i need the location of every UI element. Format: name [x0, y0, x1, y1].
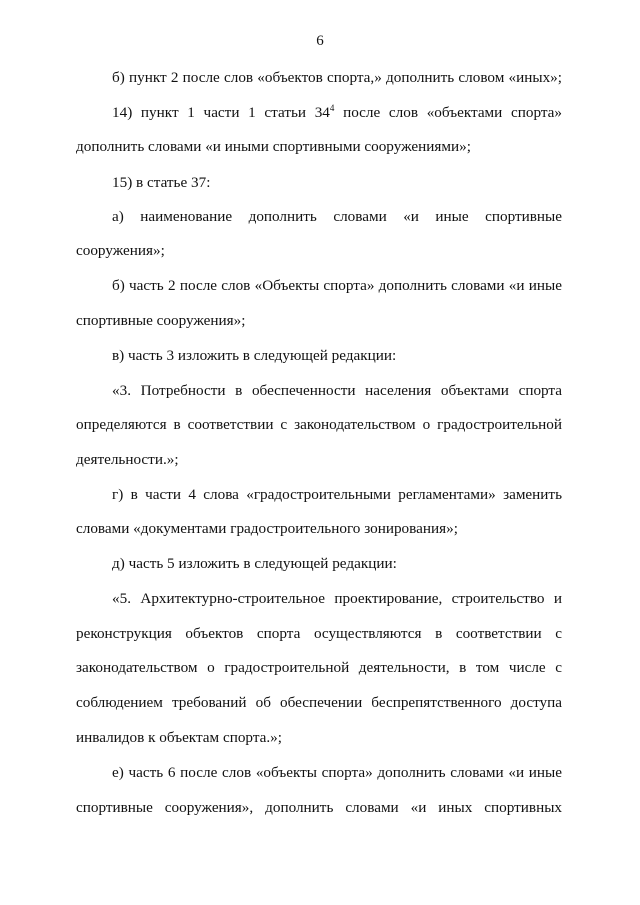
text-line: деятельности.»; — [76, 451, 179, 468]
text-fragment: 14) пункт 1 части 1 статьи 34 — [112, 104, 330, 121]
text-line: определяются в соответствии с законодательством о градостроительной — [76, 416, 562, 433]
text-line: б) часть 2 после слов «Объекты спорта» дополнить словами «и иные — [112, 277, 562, 294]
text-line: сооружения»; — [76, 242, 165, 259]
text-line: спортивные сооружения»; — [76, 312, 246, 329]
text-line: «5. Архитектурно-строительное проектирование, строительство и — [112, 590, 562, 607]
text-line: е) часть 6 после слов «объекты спорта» дополнить словами «и иные — [112, 764, 562, 781]
text-line: спортивные сооружения», дополнить словами «и иных спортивных — [76, 799, 562, 816]
text-line: словами «документами градостроительного зонирования»; — [76, 520, 458, 537]
text-fragment: после слов «объектами спорта» — [334, 104, 562, 121]
text-line: а) наименование дополнить словами «и иные спортивные — [112, 208, 562, 225]
page-number: 6 — [316, 33, 324, 49]
text-line: дополнить словами «и иными спортивными сооружениями»; — [76, 138, 471, 155]
superscript: 4 — [329, 103, 335, 113]
text-line: г) в части 4 слова «градостроительными регламентами» заменить — [112, 486, 562, 503]
text-line: законодательством о градостроительной деятельности, в том числе с — [76, 659, 562, 676]
text-line: «3. Потребности в обеспеченности населения объектами спорта — [112, 382, 562, 399]
text-line: 15) в статье 37: — [112, 174, 211, 191]
text-line: реконструкция объектов спорта осуществляются в соответствии с — [76, 625, 562, 642]
text-line: соблюдением требований об обеспечении беспрепятственного доступа — [76, 694, 562, 711]
text-line: б) пункт 2 после слов «объектов спорта,» дополнить словом «иных»; — [112, 69, 562, 86]
text-line — [112, 104, 562, 122]
text-line: инвалидов к объектам спорта.»; — [76, 729, 282, 746]
text-line: д) часть 5 изложить в следующей редакции: — [112, 555, 397, 572]
text-line: в) часть 3 изложить в следующей редакции: — [112, 347, 397, 364]
